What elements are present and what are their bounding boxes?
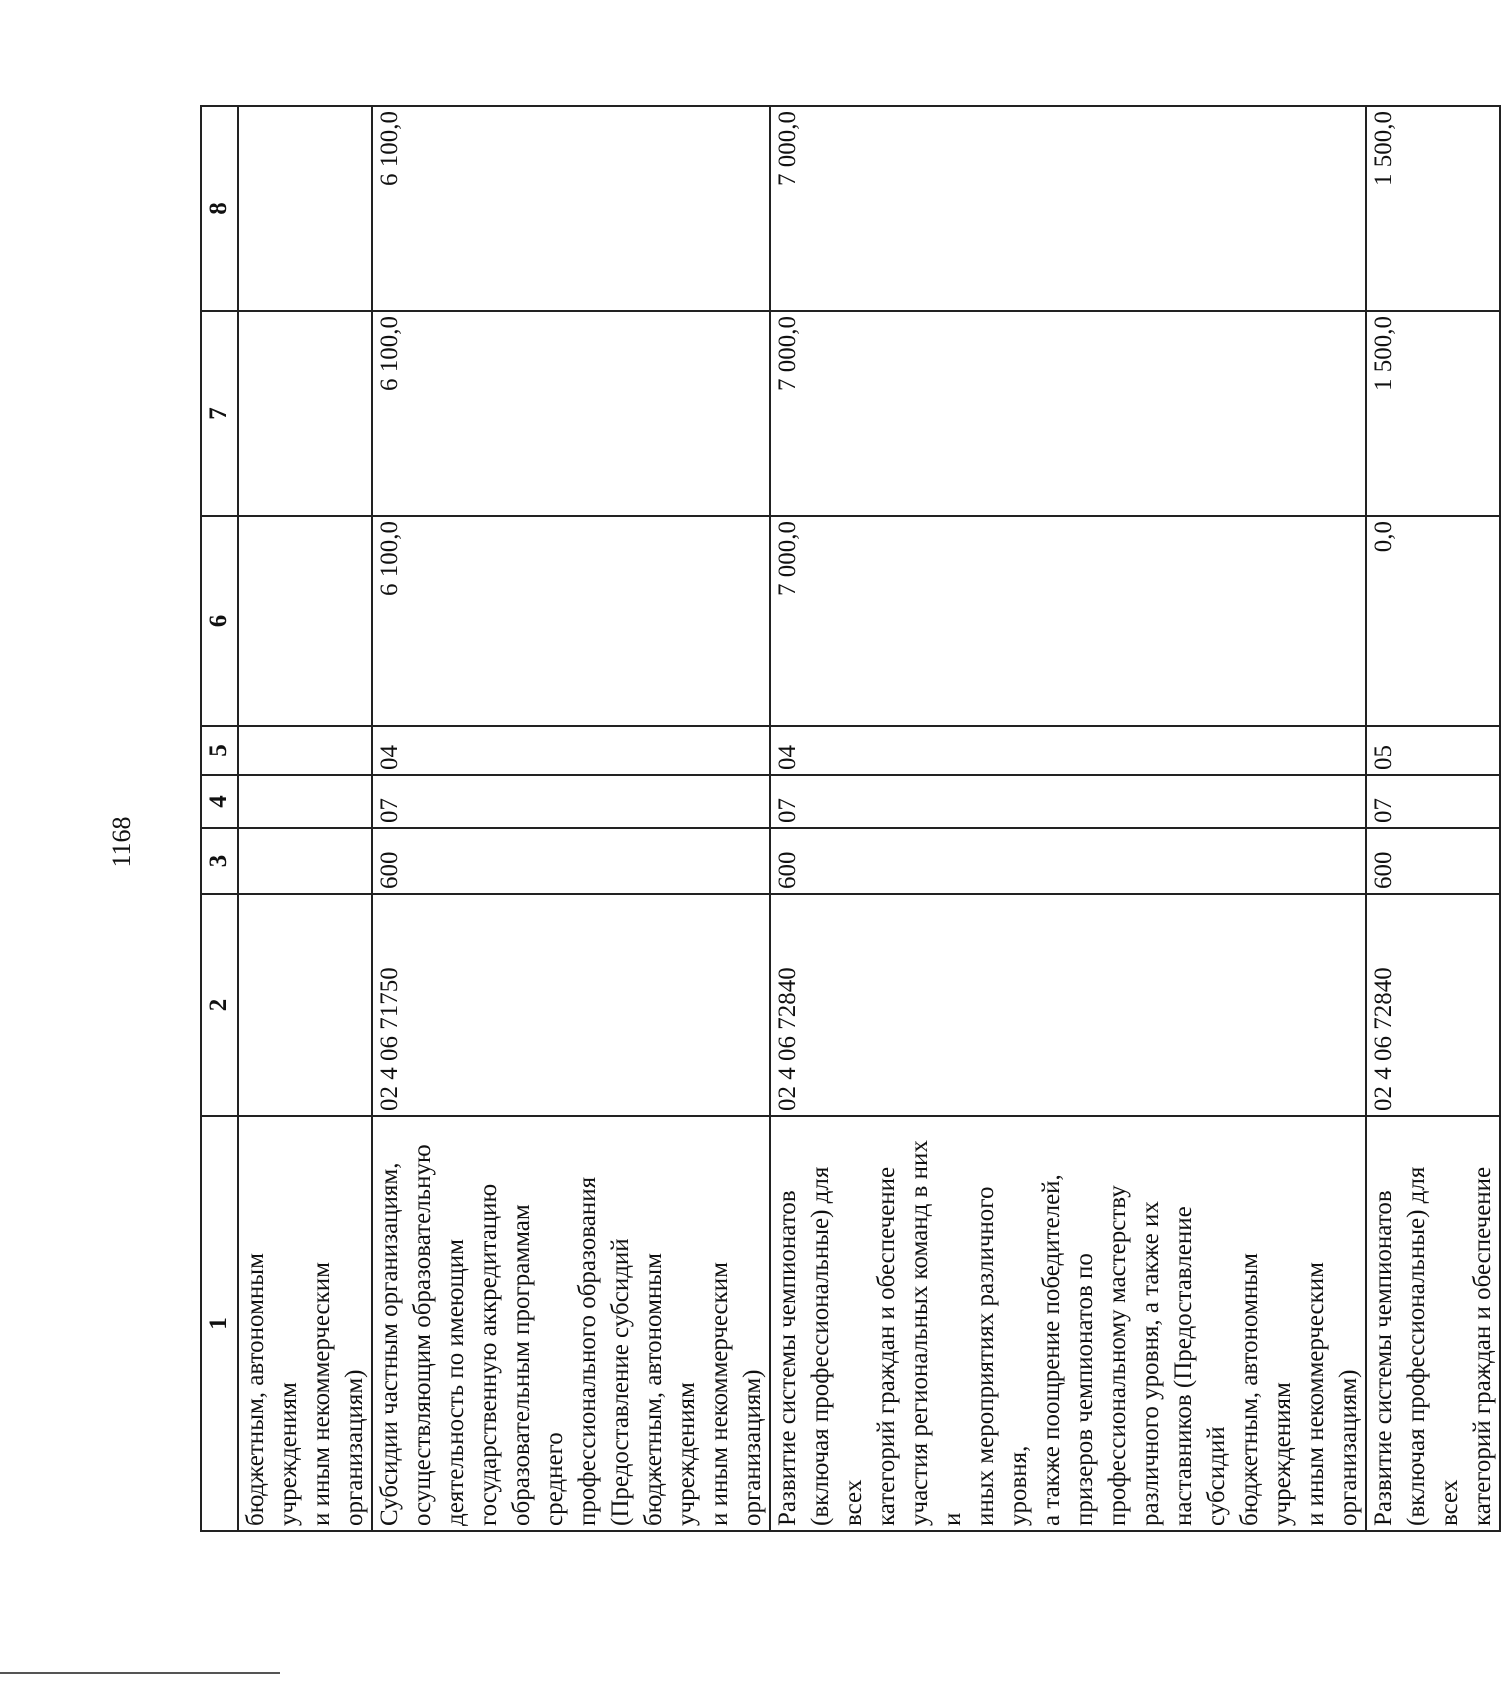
row-code: 02 4 06 71750 <box>372 894 770 1116</box>
header-row <box>201 106 238 1531</box>
column-header-8: 8 <box>201 106 238 311</box>
row-col8 <box>238 106 372 311</box>
row-col5: 05 <box>1366 726 1500 775</box>
row-col8: 6 100,0 <box>372 106 770 311</box>
row-description: Субсидии частным организациям, осуществляющим образовательную деятельность по имеющим государственную аккредитацию образовательным программам среднего профессионального образования (Предоставление субсидий бюджетным, автономным учреждениям и иным некоммерческим организациям) <box>372 1116 770 1531</box>
row-col3 <box>238 828 372 894</box>
row-description: бюджетным, автономным учреждениям и иным некоммерческим организациям) <box>238 1116 372 1531</box>
row-col6: 0,0 <box>1366 516 1500 726</box>
column-header-3: 3 <box>201 828 238 894</box>
row-code: 02 4 06 72840 <box>770 894 1366 1116</box>
row-col7: 7 000,0 <box>770 311 1366 516</box>
row-col4: 07 <box>1366 775 1500 828</box>
row-col8: 1 500,0 <box>1366 106 1500 311</box>
column-header-7: 7 <box>201 311 238 516</box>
row-col3: 600 <box>372 828 770 894</box>
row-col4: 07 <box>372 775 770 828</box>
row-col3: 600 <box>770 828 1366 894</box>
page-number: 1168 <box>107 816 136 868</box>
row-col3: 600 <box>1366 828 1500 894</box>
table-row <box>372 106 770 1531</box>
row-col7: 6 100,0 <box>372 311 770 516</box>
table-row <box>770 106 1366 1531</box>
table-container <box>200 107 1496 1532</box>
row-col7: 1 500,0 <box>1366 311 1500 516</box>
budget-table <box>200 105 1501 1532</box>
row-col4: 07 <box>770 775 1366 828</box>
row-col5 <box>238 726 372 775</box>
table-row <box>238 106 372 1531</box>
row-col5: 04 <box>372 726 770 775</box>
row-code <box>238 894 372 1116</box>
column-header-1: 1 <box>201 1116 238 1531</box>
table-row <box>1366 106 1500 1531</box>
row-col8: 7 000,0 <box>770 106 1366 311</box>
row-col6: 6 100,0 <box>372 516 770 726</box>
row-col6 <box>238 516 372 726</box>
row-description: Развитие системы чемпионатов (включая профессиональные) для всех категорий граждан и обеспечение <box>1366 1116 1500 1531</box>
column-header-5: 5 <box>201 726 238 775</box>
row-col4 <box>238 775 372 828</box>
page-footer-rule <box>0 1672 280 1674</box>
row-col5: 04 <box>770 726 1366 775</box>
column-header-2: 2 <box>201 894 238 1116</box>
row-col6: 7 000,0 <box>770 516 1366 726</box>
column-header-6: 6 <box>201 516 238 726</box>
row-col7 <box>238 311 372 516</box>
row-description: Развитие системы чемпионатов (включая профессиональные) для всех категорий граждан и обеспечение участия региональных команд в них и иных мероприятиях различного уровня, а также поощрение победителей, призеров чемпионатов по профессиональному мастерству различного уровня, а также их наставников (Предоставление субсидий бюджетным, автономным учреждениям и иным некоммерческим организациям) <box>770 1116 1366 1531</box>
row-code: 02 4 06 72840 <box>1366 894 1500 1116</box>
column-header-4: 4 <box>201 775 238 828</box>
